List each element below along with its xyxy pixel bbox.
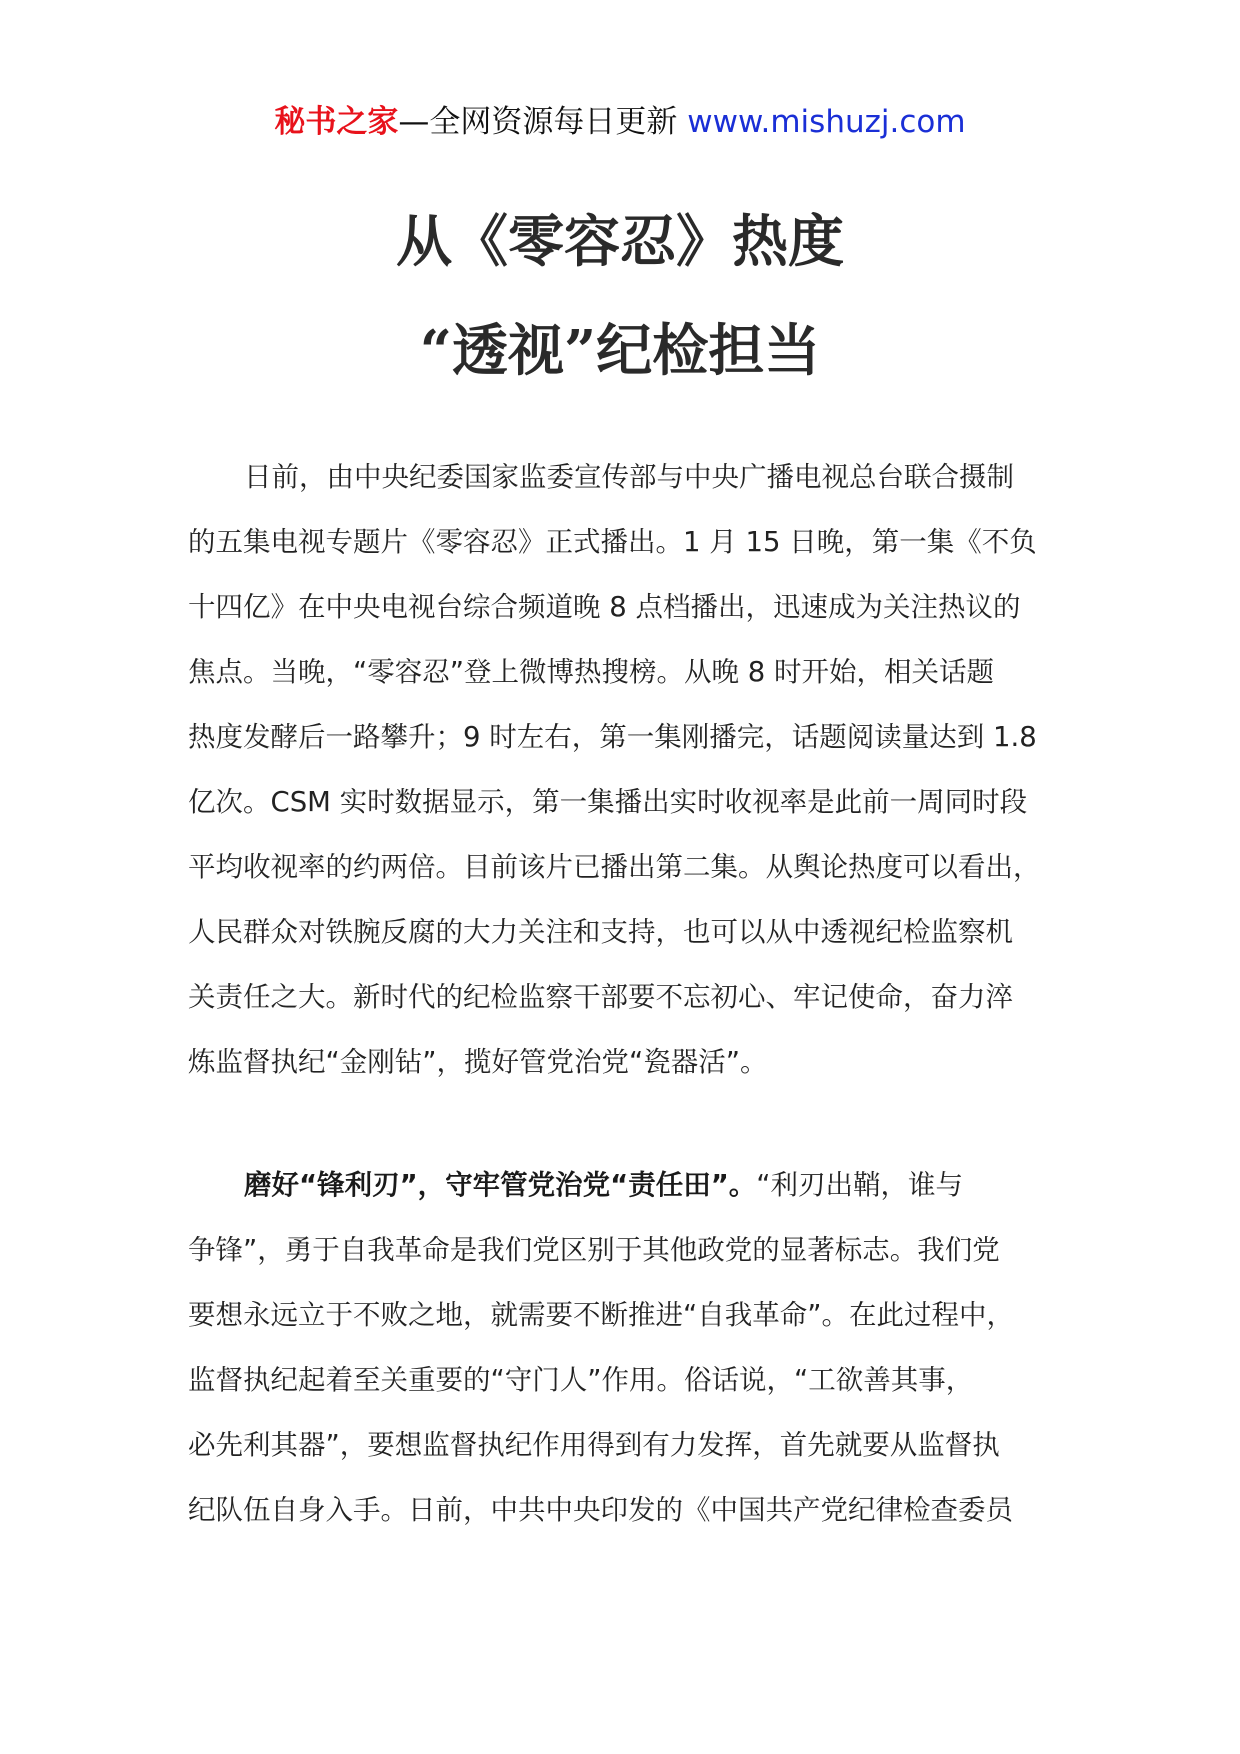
paragraph-2 (188, 1153, 1068, 1543)
paragraph-line: 必先利其器”，要想监督执纪作用得到有力发挥，首先就要从监督执 (188, 1429, 1000, 1461)
paragraph-line (188, 1153, 1068, 1218)
paragraph-line: 亿次。CSM 实时数据显示，第一集播出实时收视率是此前一周同时段 (188, 786, 1028, 818)
paragraph-line: 纪队伍自身入手。日前，中共中央印发的《中国共产党纪律检查委员 (188, 1494, 1013, 1526)
paragraph-line: 争锋”，勇于自我革命是我们党区别于其他政党的显著标志。我们党 (188, 1234, 1000, 1266)
paragraph-line: 要想永远立于不败之地，就需要不断推进“自我革命”。在此过程中， (188, 1299, 1014, 1331)
paragraph-line: 炼监督执纪“金刚钻”，揽好管党治党“瓷器活”。 (188, 1046, 768, 1078)
paragraph-line: 关责任之大。新时代的纪检监察干部要不忘初心、牢记使命，奋力淬 (188, 981, 1013, 1013)
paragraph-line: 日前，由中央纪委国家监委宣传部与中央广播电视总台联合摄制 (244, 461, 1014, 493)
document-title-line-1: 从《零容忍》热度 (396, 209, 844, 275)
paragraph-line: 焦点。当晚，“零容忍”登上微博热搜榜。从晚 8 时开始，相关话题 (188, 656, 994, 688)
paragraph-line: 热度发酵后一路攀升；9 时左右，第一集刚播完，话题阅读量达到 1.8 (188, 721, 1037, 753)
paragraph-line-rest: “利刃出鞘，谁与 (756, 1169, 964, 1201)
header-tagline: —全网资源每日更新 (398, 104, 678, 140)
site-header (0, 100, 1240, 144)
paragraph-line: 平均收视率的约两倍。目前该片已播出第二集。从舆论热度可以看出， (188, 851, 1041, 883)
paragraph-line: 十四亿》在中央电视台综合频道晚 8 点档播出，迅速成为关注热议的 (188, 591, 1021, 623)
paragraph-1 (188, 445, 1068, 1095)
paragraph-line: 监督执纪起着至关重要的“守门人”作用。俗话说，“工欲善其事， (188, 1364, 974, 1396)
header-brand: 秘书之家 (274, 104, 399, 140)
paragraph-line: 的五集电视专题片《零容忍》正式播出。1 月 15 日晚，第一集《不负 (188, 526, 1037, 558)
paragraph-bold-lead: 磨好“锋利刃”，守牢管党治党“责任田”。 (244, 1169, 757, 1201)
document-title-line-2: “透视”纪检担当 (419, 318, 821, 384)
header-site-url[interactable]: www.mishuzj.com (687, 104, 966, 140)
paragraph-line: 人民群众对铁腕反腐的大力关注和支持，也可以从中透视纪检监察机 (188, 916, 1013, 948)
